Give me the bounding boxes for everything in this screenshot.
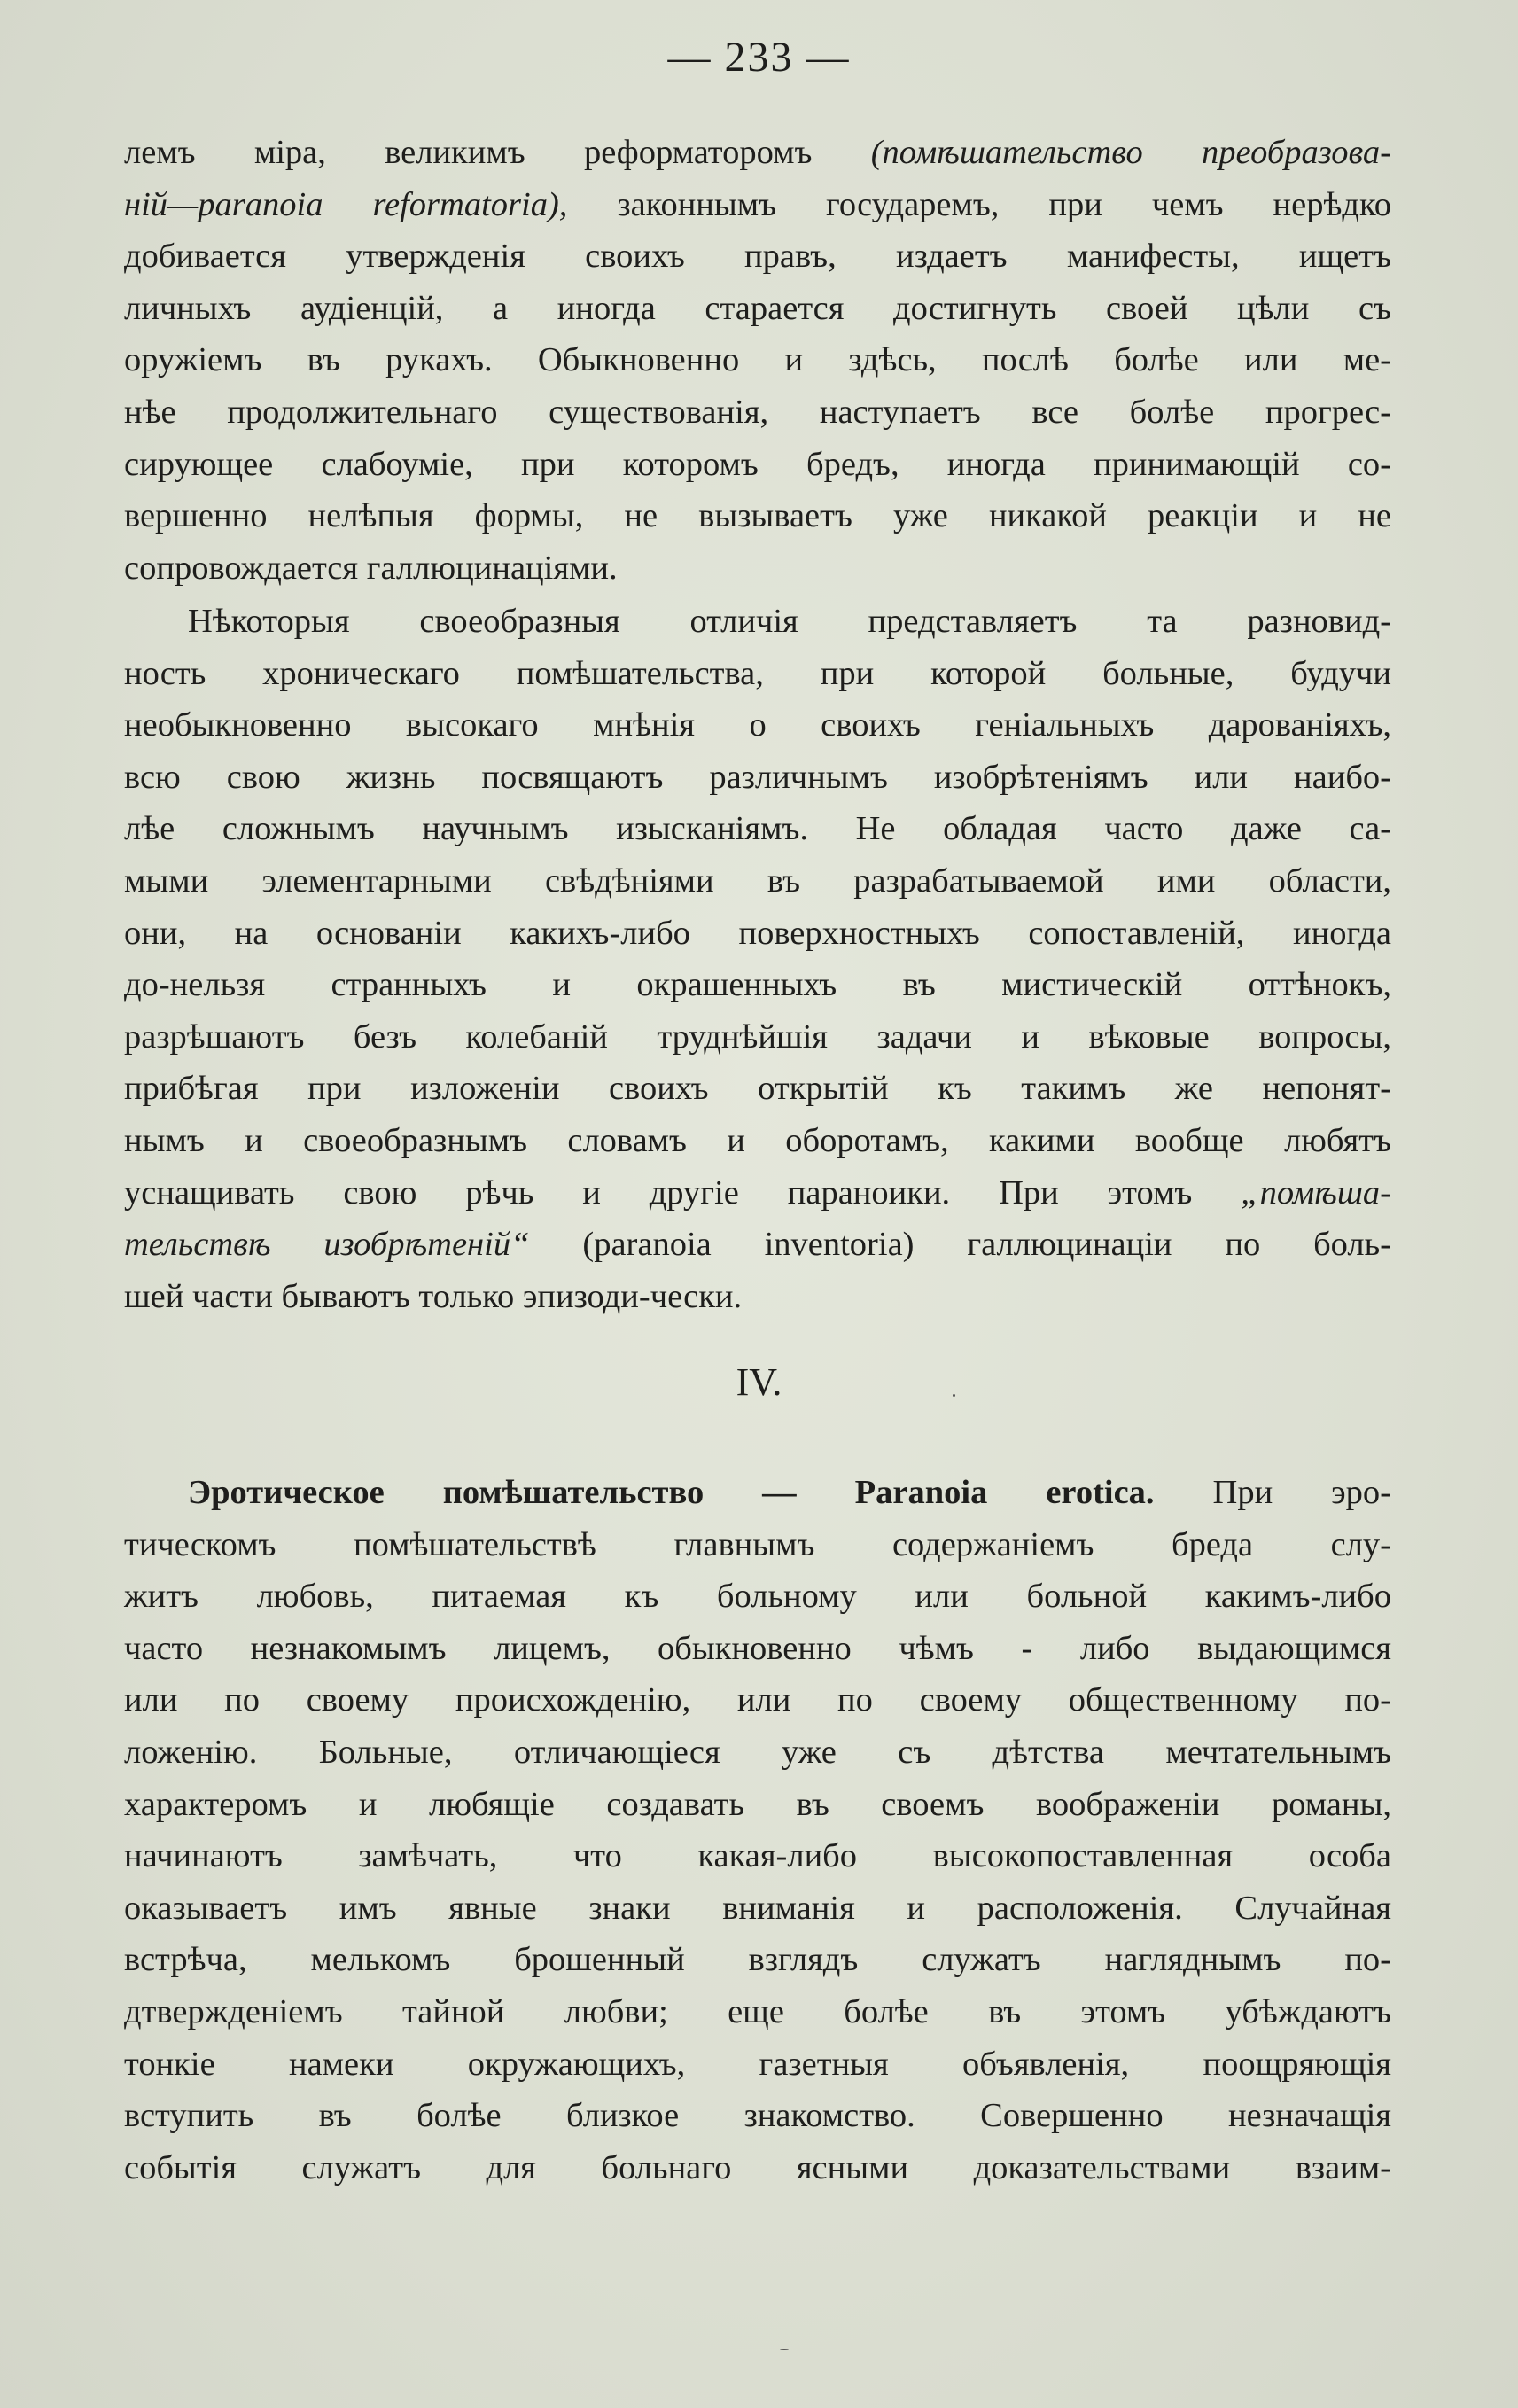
line-text: нѣе продолжительнаго существованія, наступаетъ все болѣе прогрес- (124, 393, 1391, 431)
italic-text: „помѣша- (1241, 1173, 1391, 1212)
line-text: мыми элементарными свѣдѣніями въ разрабатываемой ими области, (124, 861, 1391, 900)
text-line (124, 648, 1391, 700)
line-text: нымъ и своеобразнымъ словамъ и оборотамъ, какими вообще любятъ (124, 1121, 1391, 1159)
line-text: разрѣшаютъ безъ колебаній труднѣйшія задачи и вѣковые вопросы, (124, 1017, 1391, 1056)
text-line: дтвержденіемъ тайной любви; еще болѣе въ этомъ убѣждаютъ (124, 1992, 1391, 2030)
text-line: тическомъ помѣшательствѣ главнымъ содержаніемъ бреда слу- (124, 1525, 1391, 1563)
line-text: шей части бываютъ только эпизоди-чески. (124, 1277, 743, 1315)
text-line (124, 1271, 1391, 1323)
text-line: ложенію. Больные, отличающіеся уже съ дѣтства мечтательнымъ (124, 1733, 1391, 1771)
line-text: вершенно нелѣпыя формы, не вызываетъ уже никакой реакціи и не (124, 497, 1391, 535)
text-line: оказываетъ имъ явные знаки вниманія и расположенія. Случайная (124, 1889, 1391, 1927)
text-line (124, 439, 1391, 491)
text-line (124, 283, 1391, 335)
text-line (124, 855, 1391, 908)
text-line (124, 1467, 1391, 1519)
text-line (124, 490, 1391, 542)
line-text: личныхъ аудіенцій, а иногда старается достигнуть своей цѣли съ (124, 289, 1391, 327)
text-line (124, 803, 1391, 855)
text-line: тонкіе намеки окружающихъ, газетныя объявленія, поощряющія (124, 2045, 1391, 2083)
text-line: событія служатъ для больнаго ясными доказательствами взаим- (124, 2148, 1391, 2186)
line-text: лемъ міра, великимъ реформаторомъ (124, 134, 871, 171)
text-line (124, 699, 1391, 752)
text-line (124, 127, 1391, 179)
print-speck (780, 2349, 789, 2350)
line-text: до-нельзя странныхъ и окрашенныхъ въ мистическій оттѣнокъ, (124, 966, 1391, 1004)
line-text: уснащивать свою рѣчь и другіе параноики. При этомъ (124, 1173, 1242, 1212)
text-line (124, 1167, 1391, 1220)
line-text: сирующее слабоуміе, при которомъ бредъ, иногда принимающій со- (124, 445, 1391, 483)
text-line: часто незнакомымъ лицемъ, обыкновенно чѣмъ - либо выдающимся (124, 1629, 1391, 1667)
text-line: встрѣча, мелькомъ брошенный взглядъ служатъ нагляднымъ по- (124, 1941, 1391, 1979)
line-text: они, на основаніи какихъ-либо поверхностныхъ сопоставленій, иногда (124, 914, 1391, 952)
line-text: ность хроническаго помѣшательства, при которой больные, будучи (124, 654, 1391, 692)
text-line: или по своему происхожденію, или по своему общественному по- (124, 1681, 1391, 1719)
line-text: Нѣкоторыя своеобразныя отличія представляетъ та разновид- (188, 603, 1391, 640)
text-line (124, 1219, 1391, 1271)
text-line (124, 1011, 1391, 1064)
text-line: характеромъ и любящіе создавать въ своемъ воображеніи романы, (124, 1785, 1391, 1823)
print-speck (953, 1394, 955, 1397)
text-line (124, 334, 1391, 386)
text-line (124, 752, 1391, 804)
text-line (124, 386, 1391, 439)
page-number: — 233 — (667, 34, 851, 81)
paragraph-3 (124, 1467, 1391, 2194)
text-line: житъ любовь, питаемая къ больному или больной какимъ-либо (124, 1578, 1391, 1616)
line-text: лѣе сложнымъ научнымъ изысканіямъ. Не обладая часто даже са- (124, 810, 1391, 848)
bold-lead: Эротическое помѣшательство — Paranoia erotica. (188, 1474, 1155, 1511)
text-line (124, 542, 1391, 595)
text-line (124, 1063, 1391, 1115)
line-text: прибѣгая при изложеніи своихъ открытій къ такимъ же непонят- (124, 1070, 1391, 1108)
text-line (124, 959, 1391, 1011)
text-line (124, 1115, 1391, 1167)
text-line: вступить въ болѣе близкое знакомство. Совершенно незначащія (124, 2097, 1391, 2135)
line-text: сопровождается галлюцинаціями. (124, 549, 618, 587)
line-text: необыкновенно высокаго мнѣнія о своихъ геніальныхъ дарованіяхъ, (124, 706, 1391, 744)
section-heading: IV. (736, 1360, 782, 1404)
italic-text: тельствѣ изобрѣтеній“ (124, 1226, 530, 1264)
text-line (124, 596, 1391, 648)
line-text: добивается утвержденія своихъ правъ, издаетъ манифесты, ищетъ (124, 238, 1391, 276)
text-line (124, 179, 1391, 231)
line-text: оружіемъ въ рукахъ. Обыкновенно и здѣсь, послѣ болѣе или ме- (124, 341, 1391, 379)
line-text: законнымъ государемъ, при чемъ нерѣдко (567, 185, 1391, 223)
paragraph-1 (124, 127, 1391, 594)
text-line (124, 230, 1391, 283)
line-text: (paranoia inventoria) галлюцинаціи по боль- (529, 1226, 1392, 1264)
paragraph-2 (124, 596, 1391, 1322)
text-line: начинаютъ замѣчать, что какая-либо высокопоставленная особа (124, 1837, 1391, 1875)
line-text: всю свою жизнь посвящаютъ различнымъ изобрѣтеніямъ или наибо- (124, 758, 1391, 796)
italic-text: (помѣшательство преобразова- (870, 134, 1391, 171)
first-line-rest: При эро- (1154, 1474, 1391, 1511)
text-line (124, 908, 1391, 960)
italic-text: ній—paranoia reformatoria), (124, 185, 568, 223)
